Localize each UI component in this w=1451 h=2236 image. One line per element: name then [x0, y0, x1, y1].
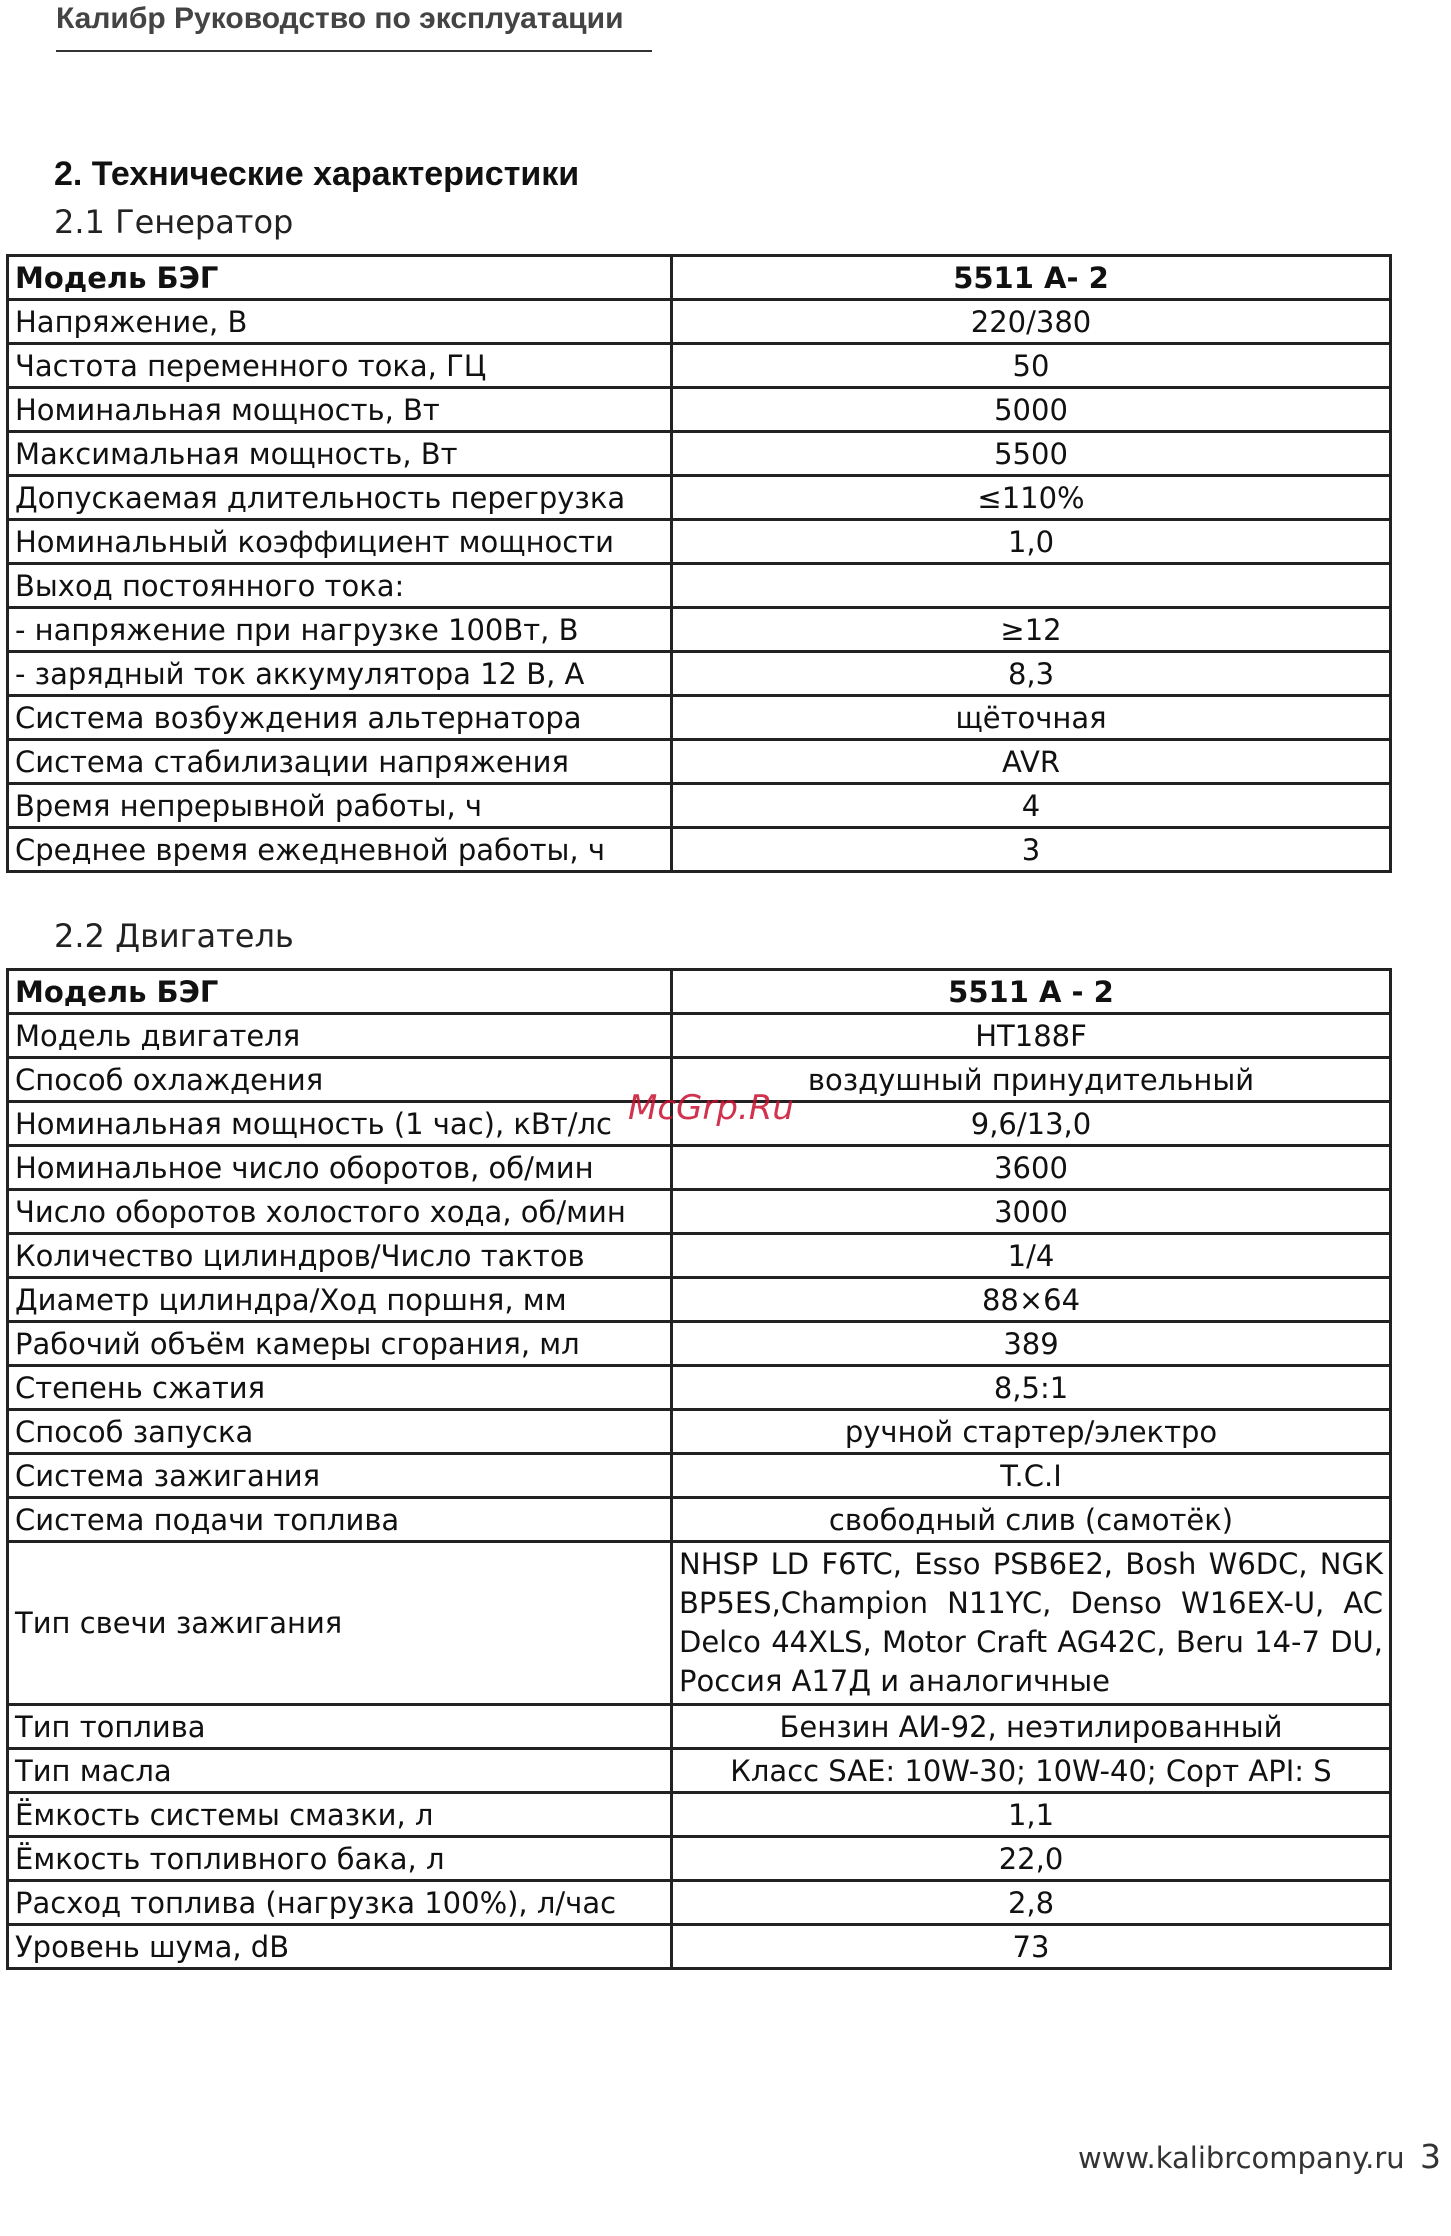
engine-header-row	[8, 970, 1391, 1014]
engine-row	[8, 1366, 1391, 1410]
param-value-cell: 5511 А- 2	[672, 256, 1391, 300]
param-value-cell: 9,6/13,0	[672, 1102, 1391, 1146]
param-name-cell: Система подачи топлива	[8, 1498, 672, 1542]
param-value-cell: ручной стартер/электро	[672, 1410, 1391, 1454]
param-value-cell	[672, 564, 1391, 608]
generator-table-body	[8, 256, 1391, 872]
param-name-cell: Номинальная мощность, Вт	[8, 388, 672, 432]
generator-row	[8, 476, 1391, 520]
engine-row	[8, 1749, 1391, 1793]
page-number: 3	[1420, 2137, 1441, 2176]
watermark: McGrp.Ru	[628, 1088, 794, 1128]
generator-row	[8, 828, 1391, 872]
header-title: Калибр Руководство по эксплуатации	[56, 2, 624, 35]
engine-row	[8, 1881, 1391, 1925]
param-name-cell: - зарядный ток аккумулятора 12 В, А	[8, 652, 672, 696]
param-name-cell: Система стабилизации напряжения	[8, 740, 672, 784]
engine-row	[8, 1014, 1391, 1058]
param-value-cell: ≥12	[672, 608, 1391, 652]
param-value-cell: AVR	[672, 740, 1391, 784]
param-name-cell: Число оборотов холостого хода, об/мин	[8, 1190, 672, 1234]
param-name-cell: Ёмкость системы смазки, л	[8, 1793, 672, 1837]
engine-row	[8, 1498, 1391, 1542]
generator-row	[8, 344, 1391, 388]
param-name-cell: Рабочий объём камеры сгорания, мл	[8, 1322, 672, 1366]
param-value-cell: 22,0	[672, 1837, 1391, 1881]
engine-row	[8, 1234, 1391, 1278]
engine-row	[8, 1542, 1391, 1705]
engine-row	[8, 1454, 1391, 1498]
param-value-cell: 5511 А - 2	[672, 970, 1391, 1014]
generator-spec-table	[6, 254, 1392, 873]
param-value-cell: 5500	[672, 432, 1391, 476]
param-name-cell: Частота переменного тока, ГЦ	[8, 344, 672, 388]
param-value-cell: 1,0	[672, 520, 1391, 564]
param-name-cell: Номинальная мощность (1 час), кВт/лс	[8, 1102, 672, 1146]
param-name-cell: Диаметр цилиндра/Ход поршня, мм	[8, 1278, 672, 1322]
engine-subtitle: 2.2 Двигатель	[54, 917, 294, 955]
param-value-cell: 1,1	[672, 1793, 1391, 1837]
param-name-cell: Тип свечи зажигания	[8, 1542, 672, 1705]
param-value-cell: T.C.I	[672, 1454, 1391, 1498]
param-name-cell: Номинальный коэффициент мощности	[8, 520, 672, 564]
param-name-cell: Ёмкость топливного бака, л	[8, 1837, 672, 1881]
param-value-cell: 389	[672, 1322, 1391, 1366]
param-name-cell: Система возбуждения альтернатора	[8, 696, 672, 740]
param-value-cell: 5000	[672, 388, 1391, 432]
generator-row	[8, 388, 1391, 432]
param-value-cell: NHSP LD F6TC, Esso PSB6E2, Bosh W6DC, NGK BP5ES,Champion N11YC, Denso W16EX-U, AC Delco 44XLS, Motor Craft AG42C, Beru 14-7 DU, Россия А17Д и аналогичные	[672, 1542, 1391, 1705]
generator-header-row	[8, 256, 1391, 300]
param-name-cell: Способ запуска	[8, 1410, 672, 1454]
param-value-cell: HT188F	[672, 1014, 1391, 1058]
param-name-cell: Модель БЭГ	[8, 970, 672, 1014]
param-value-cell: 8,5:1	[672, 1366, 1391, 1410]
param-value-cell: 88×64	[672, 1278, 1391, 1322]
param-value-cell: 2,8	[672, 1881, 1391, 1925]
engine-row	[8, 1837, 1391, 1881]
param-value-cell: 3	[672, 828, 1391, 872]
param-value-cell: 1/4	[672, 1234, 1391, 1278]
param-value-cell: ≤110%	[672, 476, 1391, 520]
engine-row	[8, 1410, 1391, 1454]
engine-row	[8, 1705, 1391, 1749]
param-name-cell: Модель двигателя	[8, 1014, 672, 1058]
param-value-cell: 220/380	[672, 300, 1391, 344]
generator-row	[8, 300, 1391, 344]
generator-row	[8, 784, 1391, 828]
param-name-cell: Напряжение, В	[8, 300, 672, 344]
param-name-cell: - напряжение при нагрузке 100Вт, В	[8, 608, 672, 652]
param-value-cell: 3600	[672, 1146, 1391, 1190]
page-header	[56, 0, 652, 52]
generator-row	[8, 652, 1391, 696]
param-name-cell: Способ охлаждения	[8, 1058, 672, 1102]
param-name-cell: Степень сжатия	[8, 1366, 672, 1410]
param-name-cell: Номинальное число оборотов, об/мин	[8, 1146, 672, 1190]
param-name-cell: Количество цилиндров/Число тактов	[8, 1234, 672, 1278]
param-name-cell: Тип масла	[8, 1749, 672, 1793]
param-value-cell: Класс SAE: 10W-30; 10W-40; Сорт API: S	[672, 1749, 1391, 1793]
generator-row	[8, 696, 1391, 740]
footer-url: www.kalibrcompany.ru	[1078, 2141, 1405, 2175]
engine-row	[8, 1925, 1391, 1969]
param-value-cell: свободный слив (самотёк)	[672, 1498, 1391, 1542]
param-name-cell: Выход постоянного тока:	[8, 564, 672, 608]
param-value-cell: 73	[672, 1925, 1391, 1969]
engine-row	[8, 1793, 1391, 1837]
generator-row	[8, 608, 1391, 652]
section-title: 2. Технические характеристики	[54, 155, 580, 193]
generator-row	[8, 520, 1391, 564]
param-name-cell: Допускаемая длительность перегрузка	[8, 476, 672, 520]
param-value-cell: 8,3	[672, 652, 1391, 696]
engine-row	[8, 1322, 1391, 1366]
generator-row	[8, 432, 1391, 476]
engine-row	[8, 1146, 1391, 1190]
param-value-cell: Бензин АИ-92, неэтилированный	[672, 1705, 1391, 1749]
param-name-cell: Время непрерывной работы, ч	[8, 784, 672, 828]
param-value-cell: 3000	[672, 1190, 1391, 1234]
param-name-cell: Система зажигания	[8, 1454, 672, 1498]
generator-row	[8, 740, 1391, 784]
engine-row	[8, 1278, 1391, 1322]
generator-subtitle: 2.1 Генератор	[54, 203, 294, 241]
generator-row	[8, 564, 1391, 608]
param-value-cell: 50	[672, 344, 1391, 388]
param-value-cell: 4	[672, 784, 1391, 828]
param-name-cell: Тип топлива	[8, 1705, 672, 1749]
engine-row	[8, 1190, 1391, 1234]
param-value-cell: щёточная	[672, 696, 1391, 740]
param-name-cell: Модель БЭГ	[8, 256, 672, 300]
param-name-cell: Уровень шума, dB	[8, 1925, 672, 1969]
param-name-cell: Расход топлива (нагрузка 100%), л/час	[8, 1881, 672, 1925]
param-name-cell: Максимальная мощность, Вт	[8, 432, 672, 476]
param-value-cell: воздушный принудительный	[672, 1058, 1391, 1102]
param-name-cell: Среднее время ежедневной работы, ч	[8, 828, 672, 872]
